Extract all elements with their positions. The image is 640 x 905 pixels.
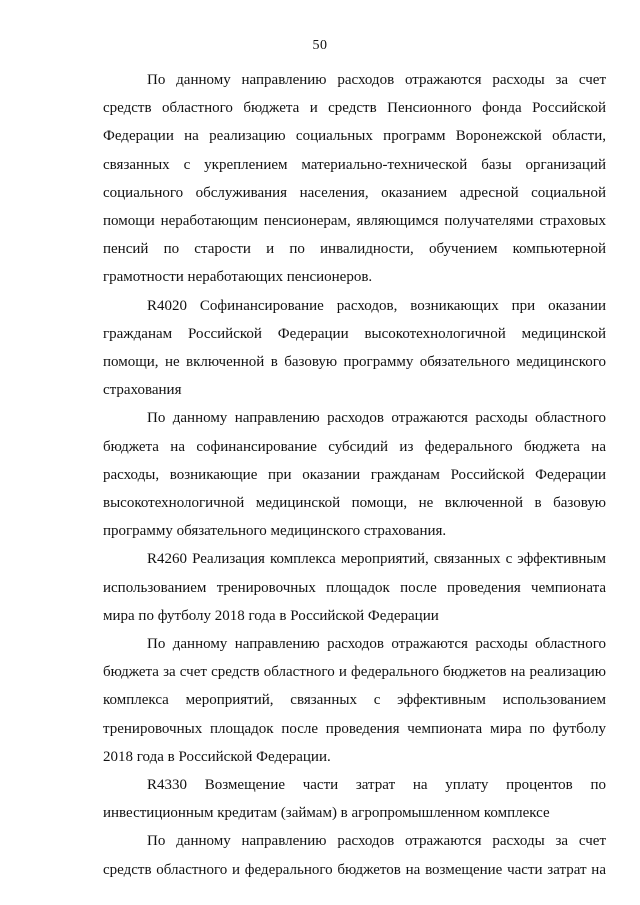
- heading-r4260: R4260 Реализация комплекса мероприятий, связанных с эффективным использованием тренировочных площадок после проведения чемпионата мира по футболу 2018 года в Российской Федерации: [103, 551, 606, 624]
- heading-r4020: R4020 Софинансирование расходов, возникающих при оказании гражданам Российской Федерации высокотехнологичной медицинской помощи, не включенной в базовую программу обязательного медицинского страхования: [103, 297, 606, 399]
- paragraph-r4260-expenses: По данному направлению расходов отражаются расходы областного бюджета за счет средств областного и федерального бюджетов на реализацию комплекса мероприятий, связанных с эффективным использованием тренировочных площадок после проведения чемпионата мира по футболу 2018 года в Российской Федерации.: [103, 636, 606, 765]
- page-number: 50: [312, 38, 328, 53]
- paragraph-r4330-expenses: По данному направлению расходов отражаются расходы за счет средств областного и федерального бюджетов на возмещение части затрат на: [103, 833, 606, 878]
- document-body: [103, 66, 606, 884]
- paragraph-r4020-expenses: По данному направлению расходов отражаются расходы областного бюджета на софинансирование субсидий из федерального бюджета на расходы, возникающие при оказании гражданам Российской Федерации высокотехнологичной медицинской помощи, не включенной в базовую программу обязательного медицинского страхования.: [103, 410, 606, 540]
- heading-r4330: R4330 Возмещение части затрат на уплату процентов по инвестиционным кредитам (займам) в агропромышленном комплексе: [103, 777, 606, 822]
- paragraph-pension-fund-expenses: По данному направлению расходов отражаются расходы за счет средств областного бюджета и средств Пенсионного фонда Российской Федерации на реализацию социальных программ Воронежской области, связанных с укреплением материально-технической базы организаций социального обслуживания населения, оказанием адресной социальной помощи неработающим пенсионерам, являющимся получателями страховых пенсий по старости и по инвалидности, обучением компьютерной грамотности неработающих пенсионеров.: [103, 72, 606, 286]
